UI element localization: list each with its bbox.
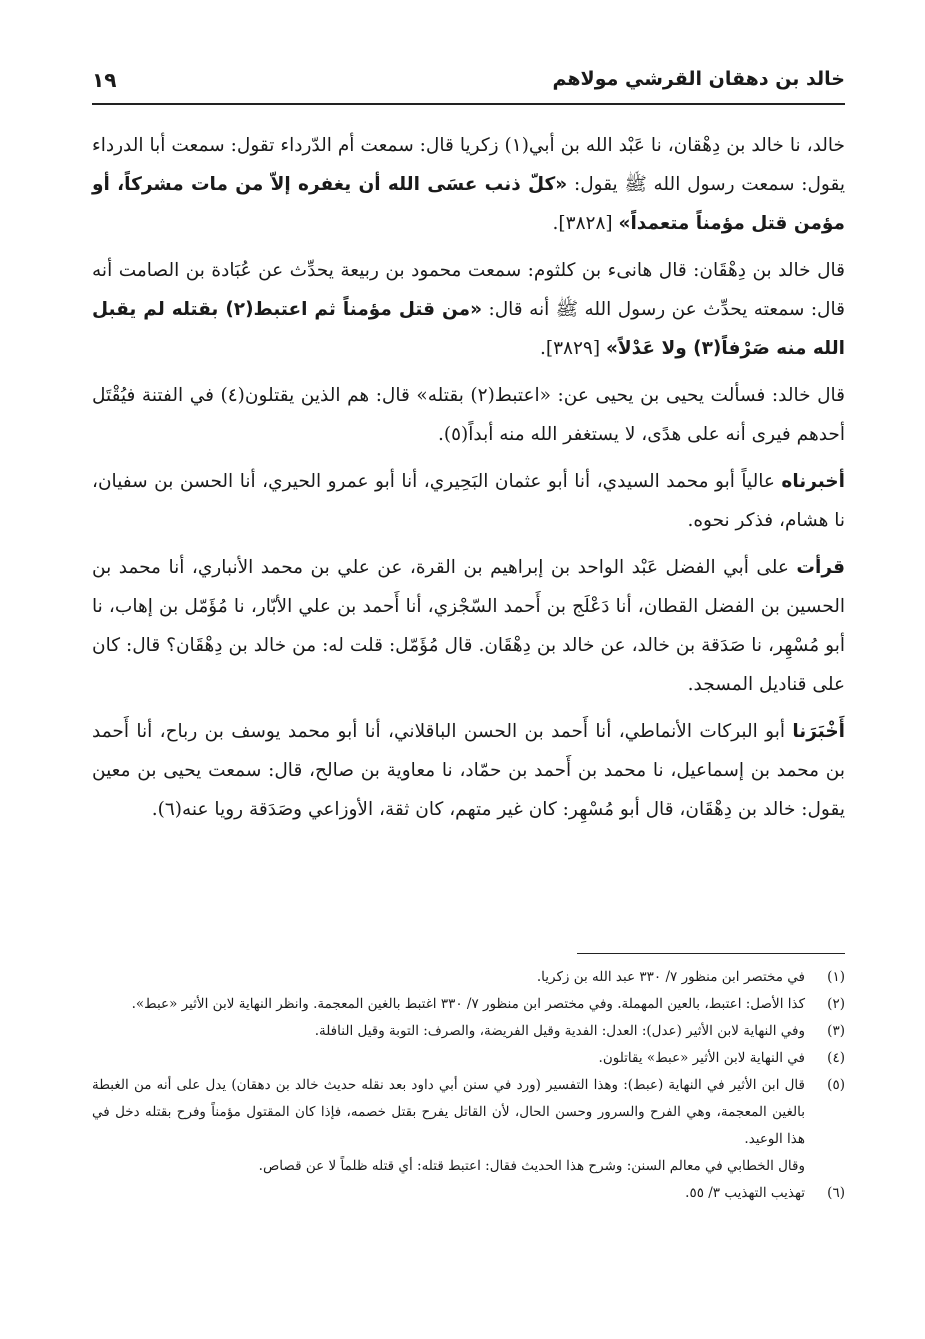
paragraph (92, 712, 845, 829)
footnote (92, 991, 845, 1018)
paragraph-lead: أَخْبَرَنا (792, 721, 845, 742)
paragraph (92, 376, 845, 454)
footnote (92, 1180, 845, 1207)
footnote-text: في النهاية لابن الأثير «عبط» يقاتلون. (598, 1050, 805, 1066)
footnote-number: (٤) (827, 1050, 845, 1066)
header-divider (92, 103, 845, 105)
paragraph-text: خالد، نا خالد بن دِهْقان، نا عَبْد الله بن أبي(١) زكريا قال: سمعت أم الدّرداء تقول: سمعت أبا الدرداء يقول: سمعت رسول الله ﷺ يقول: (92, 135, 845, 195)
paragraph (92, 251, 845, 368)
footnote-text: قال ابن الأثير في النهاية (عبط): وهذا التفسير (ورد في سنن أبي داود بعد نقله حديث خالد بن دهقان) يدل على أنه من الغبطة بالغين المعجمة، وهي الفرح والسرور وحسن الحال، لأن القاتل يفرح بقتل خصمه، فإذا كان المقتول مؤمناً وفرح بقتله دخل في هذا الوعيد. (92, 1077, 805, 1147)
paragraph-lead: أخبرناه (781, 471, 845, 492)
footnote-separator (577, 953, 845, 954)
paragraph (92, 126, 845, 243)
paragraph-text: عالياً أبو محمد السيدي، أنا أبو عثمان البَحِيري، أنا أبو عمرو الحيري، أنا الحسن بن سفيان، نا هشام، فذكر نحوه. (92, 471, 845, 531)
paragraph-text: قال خالد بن دِهْقَان: قال هانىء بن كلثوم: سمعت محمود بن ربيعة يحدِّث عن عُبَادة بن الصامت أنه قال: سمعته يحدِّث عن رسول الله ﷺ أنه قال: (92, 260, 845, 320)
footnote-text: في مختصر ابن منظور ٧/ ٣٣٠ عبد الله بن زكريا. (536, 969, 805, 985)
footnote-continuation (92, 1153, 845, 1180)
hadith-number: [٣٨٢٩]. (539, 338, 601, 359)
paragraph (92, 462, 845, 540)
footnote-number: (١) (827, 969, 845, 985)
footnotes (92, 964, 845, 1207)
hadith-quote: «كلّ ذنب عسَى الله أن يغفره إلاّ من مات مشركاً، أو مؤمن قتل مؤمناً متعمداً» (92, 174, 845, 234)
footnote-text: وقال الخطابي في معالم السنن: وشرح هذا الحديث فقال: اعتبط قتله: أي قتله ظلماً لا عن قصاص. (258, 1158, 805, 1174)
footnote-number: (٦) (827, 1185, 845, 1201)
footnote-number: (٣) (827, 1023, 845, 1039)
paragraph-text: قال خالد: فسألت يحيى بن يحيى عن: «اعتبط(٢) بقتله» قال: هم الذين يقتلون(٤) في الفتنة فيُقْتَل أحدهم فيرى أنه على هدًى، لا يستغفر الله منه أبداً(٥). (92, 385, 845, 445)
footnote-text: وفي النهاية لابن الأثير (عدل): العدل: الفدية وقيل الفريضة، والصرف: التوبة وقيل النافلة. (314, 1023, 805, 1039)
paragraph (92, 548, 845, 704)
paragraph-lead: قرأت (796, 557, 845, 578)
footnote (92, 1045, 845, 1072)
footnote (92, 964, 845, 991)
running-title: خالد بن دهقان القرشي مولاهم (552, 68, 845, 90)
hadith-quote: «من قتل مؤمناً ثم اعتبط(٢) بقتله لم يقبل الله منه صَرْفاً(٣) ولا عَدْلاً» (92, 299, 845, 359)
paragraph-text: على أبي الفضل عَبْد الواحد بن إبراهيم بن القرة، عن علي بن محمد الأنباري، أنا محمد بن الحسين بن الفضل القطان، أنا دَعْلَج بن أَحمد السّجْزي، أنا أَحمد بن علي الأبّار، نا مُؤَمّل بن إهاب، نا أبو مُسْهِر، نا صَدَقة بن خالد، عن خالد بن دِهْقَان. قال مُؤَمّل: قلت له: من خالد بن دِهْقَان؟ قال: كان على قناديل المسجد. (92, 557, 845, 695)
hadith-number: [٣٨٢٨]. (552, 213, 613, 234)
main-text (92, 126, 845, 837)
footnote (92, 1072, 845, 1153)
footnote-text: تهذيب التهذيب ٣/ ٥٥. (685, 1185, 805, 1201)
footnote-number: (٢) (827, 996, 845, 1012)
page-header (92, 66, 845, 100)
footnote (92, 1018, 845, 1045)
footnote-number: (٥) (827, 1077, 845, 1093)
footnote-number (805, 1153, 845, 1180)
paragraph-text: أبو البركات الأنماطي، أنا أَحمد بن الحسن الباقلاني، أنا أبو محمد يوسف بن رباح، أنا أَحمد بن محمد بن إسماعيل، نا محمد بن أَحمد بن حمّاد، نا معاوية بن صالح، قال: سمعت يحيى بن معين يقول: خالد بن دِهْقَان، قال أبو مُسْهِر: كان غير متهم، كان ثقة، الأوزاعي وصَدَقة رويا عنه(٦). (92, 721, 845, 820)
footnote-text: كذا الأصل: اعتبط، بالعين المهملة. وفي مختصر ابن منظور ٧/ ٣٣٠ اغتبط بالغين المعجمة. وانظر النهاية لابن الأثير «عبط». (131, 996, 805, 1012)
page-number: ١٩ (92, 68, 117, 92)
